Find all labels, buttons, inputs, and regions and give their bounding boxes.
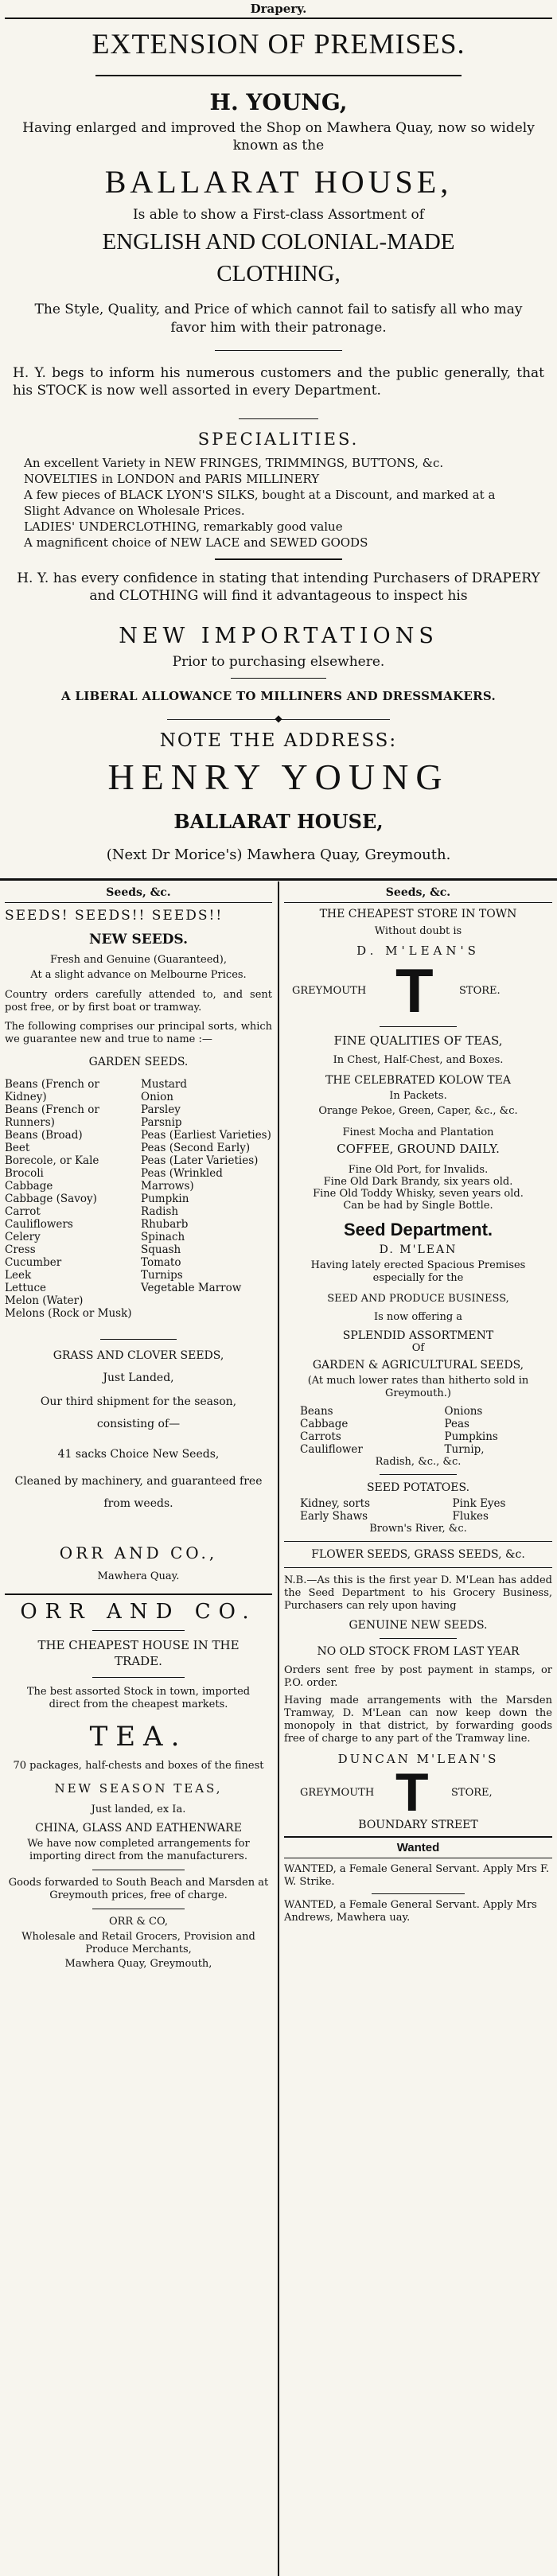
nb: N.B.—As this is the first year D. M'Lean has added the Seed Department to his Grocery Business, Purchasers can rely upon having <box>284 1574 552 1612</box>
garden-seed-list <box>5 1078 272 1320</box>
t-store-sign-2 <box>284 1762 552 1823</box>
much-lower: (At much lower rates than hitherto sold in Greymouth.) <box>307 1375 529 1399</box>
list-item: Cress <box>5 1243 36 1256</box>
list-item: Cabbage <box>5 1180 53 1193</box>
brandy: Fine Old Dark Brandy, six years old. <box>323 1176 513 1188</box>
whisky: Fine Old Toddy Whisky, seven years old. <box>313 1188 524 1200</box>
note-address: NOTE THE ADDRESS: <box>159 730 398 751</box>
best-assorted: The best assorted Stock in town, imported direct from the cheapest markets. <box>26 1686 251 1710</box>
list-item: Flukes <box>452 1510 489 1523</box>
browns: Brown's River, &c. <box>369 1523 467 1535</box>
veg-list <box>300 1405 536 1456</box>
confidence: H. Y. has every confidence in stating that intending Purchasers of DRAPERY and CLOTHING will find it advantageous to inspect his <box>17 570 540 604</box>
location: Mawhera Quay, Greymouth, <box>64 1958 212 1970</box>
orr-sign: ORR & CO, <box>108 1916 169 1928</box>
list-item: Carrot <box>5 1205 41 1218</box>
list-item: Pumpkins <box>444 1430 498 1443</box>
prior: Prior to purchasing elsewhere. <box>172 654 385 670</box>
goods-line-2: CLOTHING, <box>216 261 341 286</box>
headline-rule <box>95 75 462 76</box>
list-item: Peas (Earliest Varieties) <box>141 1129 271 1142</box>
wholesale: Wholesale and Retail Grocers, Provision and Produce Merchants, <box>21 1931 255 1955</box>
seed-potatoes: SEED POTATOES. <box>366 1481 470 1494</box>
slight: At a slight advance on Melbourne Prices. <box>30 969 247 981</box>
list-item: Beans (French or Runners) <box>5 1103 99 1129</box>
list-item: Borecole, or Kale <box>5 1154 99 1167</box>
list-item: Carrots <box>300 1430 341 1443</box>
greymouth-label: GREYMOUTH <box>292 985 367 997</box>
section-header-drapery: Drapery. <box>250 2 307 16</box>
list-item: Spinach <box>141 1231 185 1243</box>
cheapest-store: THE CHEAPEST STORE IN TOWN <box>319 908 517 920</box>
list-item: Mustard <box>141 1078 188 1091</box>
seed-dept: Seed Department. <box>343 1220 493 1239</box>
port: Fine Old Port, for Invalids. <box>348 1164 489 1176</box>
orders: Orders sent free by post payment in stamps, or P.O. order. <box>284 1664 552 1689</box>
third-shipment: Our third shipment for the season, consisting of— <box>40 1395 237 1430</box>
kolow: THE CELEBRATED KOLOW TEA <box>325 1074 511 1087</box>
erected: Having lately erected Spacious Premises especially for the <box>310 1259 526 1284</box>
headline: EXTENSION OF PREMISES. <box>92 28 465 60</box>
list-item: Peas <box>444 1418 469 1430</box>
seeds-cry: SEEDS! SEEDS!! SEEDS!! <box>5 908 224 924</box>
list-item: Tomato <box>141 1256 181 1269</box>
radish: Radish, &c., &c. <box>375 1456 462 1468</box>
list-item: Beet <box>5 1142 30 1154</box>
no-old-stock: NO OLD STOCK FROM LAST YEAR <box>317 1645 520 1658</box>
divider-4 <box>231 678 326 679</box>
cleaned: Cleaned by machinery, and guaranteed free from weeds. <box>14 1475 263 1510</box>
duncan: DUNCAN M'LEAN'S <box>337 1752 499 1766</box>
big-t-glyph: T <box>395 955 434 1025</box>
list-item: Beans (Broad) <box>5 1129 83 1142</box>
without-doubt: Without doubt is <box>374 925 462 937</box>
goods-forwarded: Goods forwarded to South Beach and Marsden at Greymouth prices, free of charge. <box>8 1877 269 1901</box>
list-item: Peas (Later Varieties) <box>141 1154 259 1167</box>
allowance: A LIBERAL ALLOWANCE TO MILLINERS AND DRESSMAKERS. <box>60 689 497 703</box>
orr-head: ORR AND CO. <box>20 1600 257 1624</box>
country: Country orders carefully attended to, and sent post free, or by first boat or tramway. <box>5 989 272 1014</box>
of: Of <box>411 1342 425 1354</box>
comprises: The following comprises our principal sorts, which we guarantee new and true to name :— <box>5 1021 272 1045</box>
goods-line-1: ENGLISH AND COLONIAL-MADE <box>102 229 455 255</box>
orange: Orange Pekoe, Green, Caper, &c., &c. <box>318 1105 518 1117</box>
list-item: Turnip, <box>444 1443 485 1456</box>
left-section-title: Seeds, &c. <box>106 886 171 899</box>
list-item: Rhubarb <box>141 1218 189 1231</box>
list-item: Cabbage (Savoy) <box>5 1193 97 1205</box>
list-item: Early Shaws <box>300 1510 368 1523</box>
wanted-ad-2: WANTED, a Female General Servant. Apply Mrs Andrews, Mawhera uay. <box>284 1899 537 1924</box>
list-item: Melons (Rock or Musk) <box>5 1307 132 1320</box>
proprietor: H. YOUNG, <box>209 89 348 115</box>
grass-just-landed: Just Landed, <box>103 1372 174 1384</box>
top-rule <box>5 18 552 19</box>
speciality-item: A magnificent choice of NEW LACE and SEWED GOODS <box>24 535 368 550</box>
specialities-list <box>24 455 533 551</box>
list-item: Cauliflowers <box>5 1218 73 1231</box>
packets: In Packets. <box>389 1090 447 1102</box>
new-season: NEW SEASON TEAS, <box>54 1781 223 1796</box>
packages: 70 packages, half-chests and boxes of the finest <box>13 1760 264 1772</box>
full-name: HENRY YOUNG <box>107 757 450 797</box>
wanted-ad-1: WANTED, a Female General Servant. Apply Mrs F. W. Strike. <box>284 1863 550 1888</box>
big-t-glyph-2: T <box>395 1762 429 1823</box>
boundary: BOUNDARY STREET <box>358 1819 478 1831</box>
greymouth-label-2: GREYMOUTH <box>300 1787 375 1799</box>
new-importations: NEW IMPORTATIONS <box>119 624 438 648</box>
list-item: Pink Eyes <box>452 1497 506 1510</box>
list-item: Squash <box>141 1243 181 1256</box>
flower-seeds: FLOWER SEEDS, GRASS SEEDS, &c. <box>311 1548 525 1561</box>
divider-1 <box>215 350 342 351</box>
garden-seed-col-left <box>5 1078 136 1320</box>
t-store-sign <box>284 955 552 1025</box>
splendid: SPLENDID ASSORTMENT <box>342 1329 494 1342</box>
list-item: Leek <box>5 1269 32 1282</box>
list-item: Onions <box>444 1405 483 1418</box>
potato-col-right <box>421 1497 537 1523</box>
mocha: Finest Mocha and Plantation <box>342 1127 494 1138</box>
list-item: Vegetable Marrow <box>141 1282 242 1294</box>
firm-place: Mawhera Quay. <box>97 1570 180 1582</box>
list-item: Onion <box>141 1091 173 1103</box>
column-divider <box>278 881 279 2576</box>
speciality-item: An excellent Variety in NEW FRINGES, TRIMMINGS, BUTTONS, &c. <box>24 456 444 470</box>
list-item: Celery <box>5 1231 41 1243</box>
begs: H. Y. begs to inform his numerous customers and the public generally, that his STOCK is now well assorted in every Department. <box>13 365 544 399</box>
garden-agri: GARDEN & AGRICULTURAL SEEDS, <box>312 1359 524 1372</box>
store-label: STORE. <box>459 985 501 997</box>
tramway: Having made arrangements with the Marsden Tramway, D. M'Lean can now keep down the monopoly in that district, by forwarding goods free of charge to any part of the Tramway line. <box>284 1695 552 1745</box>
china: CHINA, GLASS AND EATHENWARE <box>35 1822 242 1835</box>
list-item: Melon (Water) <box>5 1294 84 1307</box>
store-name: BALLARAT HOUSE, <box>104 164 453 200</box>
able: Is able to show a First-class Assortment of <box>132 207 425 223</box>
speciality-item: LADIES' UNDERCLOTHING, remarkably good value <box>24 519 343 534</box>
grass-title: GRASS AND CLOVER SEEDS, <box>53 1349 224 1362</box>
garden-seed-col-right <box>141 1078 272 1320</box>
list-item: Kidney, sorts <box>300 1497 371 1510</box>
bottom-rule-top-ad <box>0 878 557 881</box>
list-item: Parsnip <box>141 1116 182 1129</box>
offering: Is now offering a <box>373 1311 463 1323</box>
list-item: Radish <box>141 1205 179 1218</box>
specialities-title: SPECIALITIES. <box>197 430 360 449</box>
list-item: Cauliflower <box>300 1443 363 1456</box>
list-item: Peas (Second Early) <box>141 1142 251 1154</box>
list-item: Brocoli <box>5 1167 44 1180</box>
veg-col-right <box>421 1405 537 1456</box>
firm-name: ORR AND CO., <box>59 1543 218 1562</box>
tea: TEA. <box>89 1721 188 1753</box>
speciality-item: NOVELTIES in LONDON and PARIS MILLINERY <box>24 472 320 486</box>
list-item: Cabbage <box>300 1418 349 1430</box>
list-item: Lettuce <box>5 1282 47 1294</box>
wanted-title: Wanted <box>396 1841 440 1854</box>
coffee: COFFEE, GROUND DAILY. <box>337 1142 500 1156</box>
arrangements: We have now completed arrangements for importing direct from the manufacturers. <box>27 1838 250 1862</box>
fine-teas: FINE QUALITIES OF TEAS, <box>333 1033 503 1048</box>
dmclean-store: D. M'LEAN'S <box>356 944 480 958</box>
potato-list <box>300 1497 536 1523</box>
list-item: Beans <box>300 1405 333 1418</box>
divider-3 <box>215 558 342 560</box>
cheapest-house: THE CHEAPEST HOUSE IN THE TRADE. <box>37 1638 240 1668</box>
house: BALLARAT HOUSE, <box>173 810 384 833</box>
speciality-item: A few pieces of BLACK LYON'S SILKS, bought at a Discount, and marked at a Slight Advance on Wholesale Prices. <box>24 488 496 518</box>
just-landed-ex: Just landed, ex Ia. <box>91 1804 186 1815</box>
right-section-title: Seeds, &c. <box>385 886 451 899</box>
new-seeds: NEW SEEDS. <box>88 932 189 948</box>
list-item: Beans (French or Kidney) <box>5 1078 99 1103</box>
quality: The Style, Quality, and Price of which cannot fail to satisfy all who may favor him with their patronage. <box>34 302 523 336</box>
veg-col-left <box>300 1405 416 1456</box>
store-label-2: STORE, <box>451 1787 493 1799</box>
list-item: Cucumber <box>5 1256 62 1269</box>
garden-title: GARDEN SEEDS. <box>88 1056 189 1068</box>
ornament-icon: ◆ <box>275 713 282 724</box>
list-item: Parsley <box>141 1103 181 1116</box>
chests: In Chest, Half-Chest, and Boxes. <box>333 1054 504 1066</box>
left-column <box>5 883 272 1970</box>
fresh: Fresh and Genuine (Guaranteed), <box>50 954 227 966</box>
list-item: Pumpkin <box>141 1193 189 1205</box>
bottle: Can be had by Single Bottle. <box>343 1200 493 1212</box>
genuine: GENUINE NEW SEEDS. <box>349 1619 488 1632</box>
sacks: 41 sacks Choice New Seeds, <box>57 1448 220 1461</box>
seed-business: SEED AND PRODUCE BUSINESS, <box>327 1293 509 1305</box>
list-item: Turnips <box>141 1269 183 1282</box>
list-item: Peas (Wrinkled Marrows) <box>141 1167 223 1193</box>
potato-col-left <box>300 1497 416 1523</box>
address: (Next Dr Morice's) Mawhera Quay, Greymouth. <box>106 846 451 863</box>
divider-2 <box>239 418 318 419</box>
intro: Having enlarged and improved the Shop on Mawhera Quay, now so widely known as the <box>22 120 535 154</box>
dmclean-2: D. M'LEAN <box>379 1243 458 1256</box>
right-column <box>284 883 552 1924</box>
